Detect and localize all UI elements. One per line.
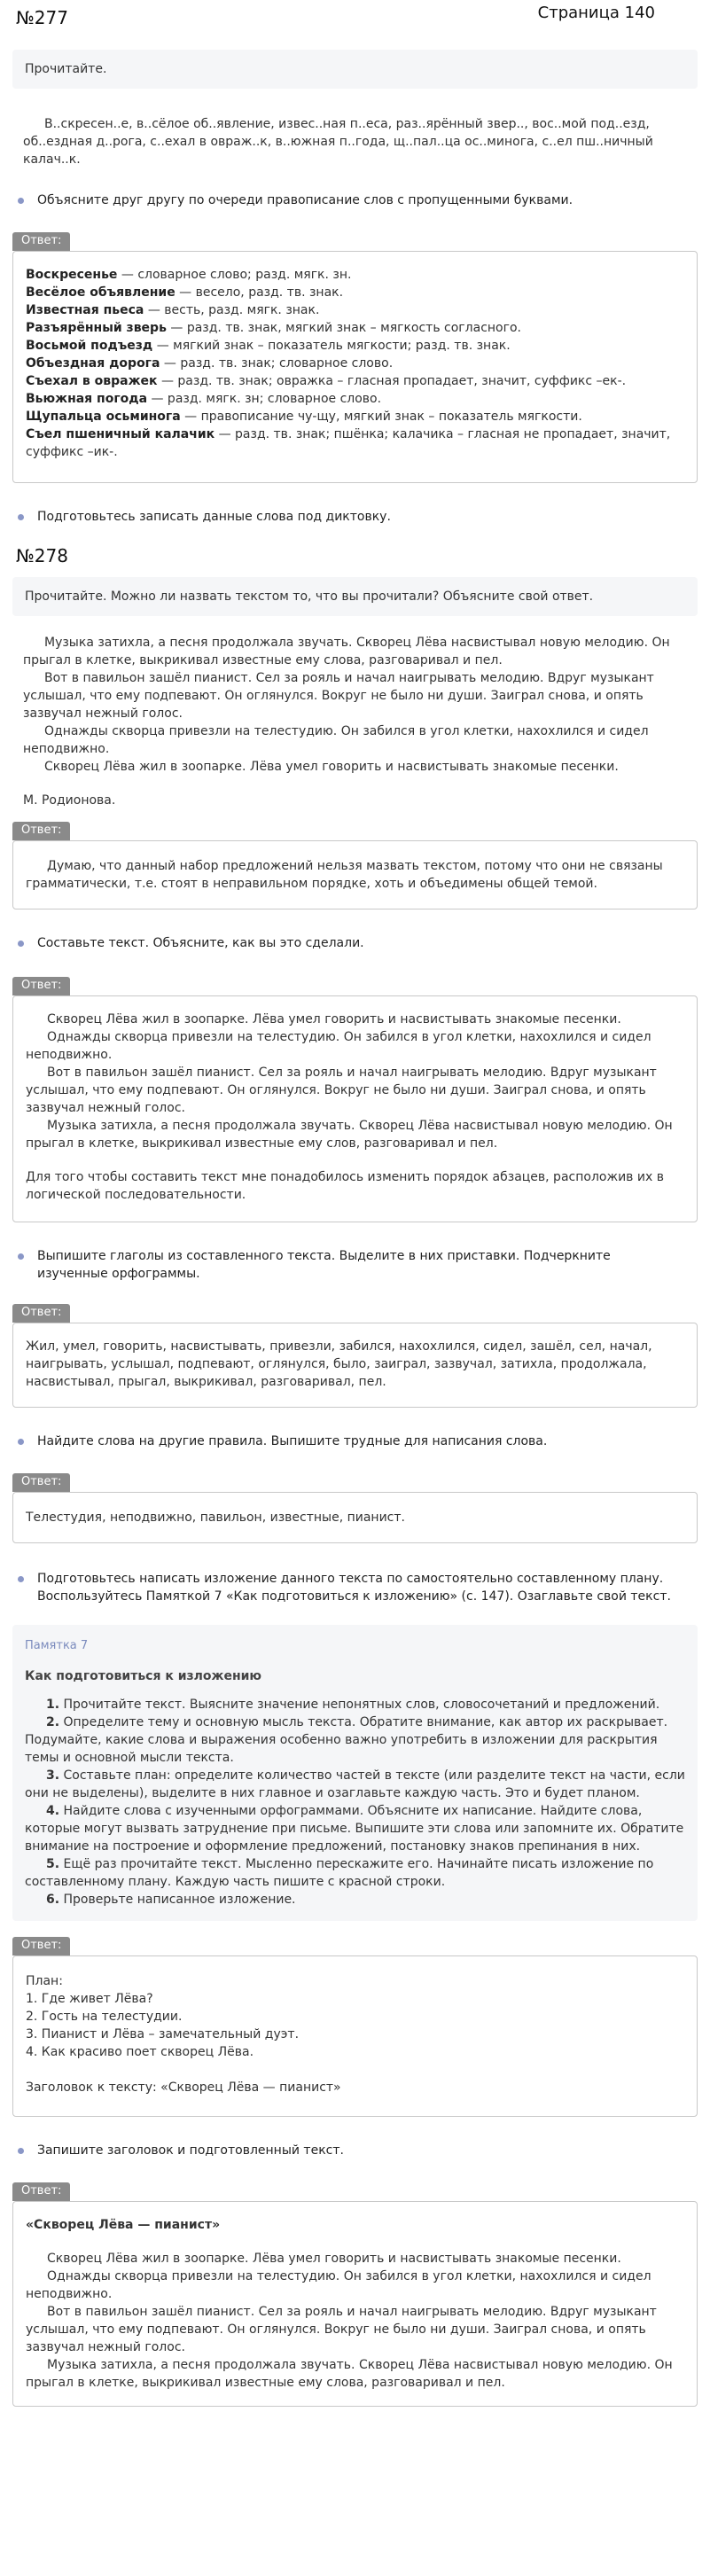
memo-item	[25, 1713, 685, 1767]
task-bullet: Объясните друг другу по очереди правописание слов с пропущенными буквами.	[0, 191, 710, 209]
memo-item-number: 5.	[46, 1857, 60, 1871]
answer-line	[26, 390, 684, 408]
composed-paragraph: Скворец Лёва жил в зоопарке. Лёва умел говорить и насвистывать знакомые песенки.	[47, 1012, 621, 1026]
answer-box	[12, 2201, 698, 2407]
answer-label: Ответ:	[12, 822, 70, 840]
memo-item	[25, 1767, 685, 1802]
plan-item: 2. Гость на телестудии.	[26, 2010, 183, 2024]
answer-line	[26, 408, 684, 425]
top-header	[0, 0, 710, 50]
page-number-label: Страница 140	[537, 4, 655, 22]
answer-label: Ответ:	[12, 1473, 70, 1492]
exercise-passage-278	[0, 616, 710, 776]
memo-item	[25, 1802, 685, 1855]
answer-label: Ответ:	[12, 977, 70, 995]
answer-explanation: — разд. тв. знак; словарное слово.	[160, 356, 394, 371]
memo-box	[12, 1625, 698, 1921]
memo-item-number: 2.	[46, 1715, 60, 1729]
memo-item-text: Ещё раз прочитайте текст. Мысленно перескажите его. Начинайте писать изложение по составленному плану. Каждую часть пишите с красной строки.	[25, 1857, 654, 1889]
task-number-277: №277	[16, 7, 68, 28]
explanation-note: Для того чтобы составить текст мне понадобилось изменить порядок абзацев, расположив их в логической последовательности.	[26, 1170, 664, 1202]
answer-block-278-4	[12, 1473, 698, 1543]
memo-item-number: 6.	[46, 1893, 60, 1907]
answer-explanation: — мягкий знак – показатель мягкости; разд. тв. знак.	[152, 339, 511, 353]
answer-box	[12, 1955, 698, 2117]
answer-term: Щупальца осьминога	[26, 410, 181, 424]
answer-explanation: — разд. тв. знак, мягкий знак – мягкость согласного.	[166, 321, 521, 335]
composed-paragraph: Однажды скворца привезли на телестудию. Он забился в угол клетки, нахохлился и сидел неподвижно.	[26, 1030, 651, 1062]
answer-block-278-plan	[12, 1937, 698, 2117]
memo-item-text: Составьте план: определите количество частей в тексте (или разделите текст на части, если они не выделены), выделите в них главное и озаглавьте каждую часть. Это и будет планом.	[25, 1768, 685, 1800]
answer-line	[26, 266, 684, 284]
answer-block-278-2	[12, 977, 698, 1222]
answer-block-278-final	[12, 2182, 698, 2407]
task-bullet: Выпишите глаголы из составленного текста. Выделите в них приставки. Подчеркните изученные орфограммы.	[0, 1247, 710, 1283]
plan-item: 4. Как красиво поет скворец Лёва.	[26, 2045, 254, 2059]
answer-term: Съел пшеничный калачик	[26, 427, 215, 441]
task-bullet: Запишите заголовок и подготовленный текст.	[0, 2142, 710, 2159]
answer-line	[26, 284, 684, 301]
answer-line	[26, 301, 684, 319]
memo-item-number: 4.	[46, 1804, 60, 1818]
passage-text: В..скресен..е, в..сёлое об..явление, извес..ная п..еса, раз..ярённый звер.., вос..мой под..езд, об..ездная д..рога, с..ехал в овраж..к, в..южная п..года, щ..пал..ца ос..минога, с..ел пш..ничный калач..к.	[23, 117, 653, 167]
instruction-box-277: Прочитайте.	[12, 50, 698, 89]
answer-term: Воскресенье	[26, 268, 118, 282]
answer-line	[26, 372, 684, 390]
author-name: М. Родионова.	[23, 793, 116, 808]
passage-paragraph: Музыка затихла, а песня продолжала звучать. Скворец Лёва насвистывал новую мелодию. Он прыгал в клетке, выкрикивал известные ему слова, разговаривал и пел.	[23, 636, 670, 667]
answer-text: Думаю, что данный набор предложений нельзя мазвать текстом, потому что они не связаны грамматически, т.е. стоят в неправильном порядке, хоть и объедимены общей темой.	[26, 859, 663, 891]
answer-explanation: — разд. тв. знак; пшёнка; калачика – гласная не пропадает, значит, суффикс –ик-.	[26, 427, 671, 459]
answer-box	[12, 1492, 698, 1543]
answer-explanation: — правописание чу-щу, мягкий знак – показатель мягкости.	[180, 410, 582, 424]
memo-item-number: 3.	[46, 1768, 60, 1783]
final-title: «Скворец Лёва — пианист»	[26, 2218, 221, 2232]
memo-subtitle: Как подготовиться к изложению	[25, 1669, 262, 1683]
answer-term: Разъярённый зверь	[26, 321, 167, 335]
answer-label: Ответ:	[12, 1937, 70, 1955]
answer-box	[12, 251, 698, 483]
difficult-words: Телестудия, неподвижно, павильон, известные, пианист.	[26, 1510, 405, 1525]
passage-paragraph: Скворец Лёва жил в зоопарке. Лёва умел говорить и насвистывать знакомые песенки.	[44, 760, 619, 774]
final-paragraph: Скворец Лёва жил в зоопарке. Лёва умел говорить и насвистывать знакомые песенки.	[47, 2252, 621, 2266]
answer-line	[26, 355, 684, 372]
answer-term: Известная пьеса	[26, 303, 144, 317]
plan-title-line: Заголовок к тексту: «Скворец Лёва — пианист»	[26, 2080, 341, 2095]
answer-term: Восьмой подъезд	[26, 339, 153, 353]
memo-item-number: 1.	[46, 1698, 60, 1712]
answer-block-278-1	[12, 822, 698, 909]
answer-term: Съехал в овражек	[26, 374, 158, 388]
author-line	[0, 776, 710, 809]
memo-item-text: Определите тему и основную мысль текста. Обратите внимание, как автор их раскрывает. Подумайте, какие слова и выражения особенно важно употребить в изложении для раскрытия темы и основной мысли текста.	[25, 1715, 668, 1765]
answer-explanation: — словарное слово; разд. мягк. зн.	[117, 268, 352, 282]
answer-explanation: — разд. мягк. зн; словарное слово.	[147, 392, 382, 406]
plan-item: 3. Пианист и Лёва – замечательный дуэт.	[26, 2027, 300, 2041]
passage-paragraph: Вот в павильон зашёл пианист. Сел за рояль и начал наигрывать мелодию. Вдруг музыкант услышал, что ему подпевают. Он оглянулся. Вокруг не было ни души. Заиграл снова, и опять зазвучал нежный голос.	[23, 671, 654, 721]
passage-paragraph: Однажды скворца привезли на телестудию. Он забился в угол клетки, нахохлился и сидел неподвижно.	[23, 724, 649, 756]
answer-term: Вьюжная погода	[26, 392, 148, 406]
memo-item-text: Проверьте написанное изложение.	[59, 1893, 296, 1907]
task-bullet: Найдите слова на другие правила. Выпишите трудные для написания слова.	[0, 1432, 710, 1450]
answer-block-278-3	[12, 1304, 698, 1408]
memo-item	[25, 1891, 685, 1909]
final-paragraph: Однажды скворца привезли на телестудию. Он забился в угол клетки, нахохлился и сидел неподвижно.	[26, 2269, 651, 2301]
answer-box	[12, 840, 698, 909]
memo-item	[25, 1696, 685, 1713]
plan-item: 1. Где живет Лёва?	[26, 1992, 153, 2006]
composed-paragraph: Музыка затихла, а песня продолжала звучать. Скворец Лёва насвистывал новую мелодию. Он прыгал в клетке, выкрикивал известные ему слов, разговаривал и пел.	[26, 1119, 673, 1151]
memo-item	[25, 1855, 685, 1891]
answer-line	[26, 425, 684, 461]
answer-block-277	[12, 232, 698, 483]
answer-term: Объездная дорога	[26, 356, 160, 371]
answer-line	[26, 337, 684, 355]
plan-heading: План:	[26, 1974, 63, 1988]
memo-item-text: Найдите слова с изученными орфограммами. Объясните их написание. Найдите слова, которые могут вызвать затруднение при письме. Выпишите эти слова или запомните их. Обратите внимание на построение и оформление предложений, постановку знаков препинания в них.	[25, 1804, 684, 1854]
memo-item-text: Прочитайте текст. Выясните значение непонятных слов, словосочетаний и предложений.	[59, 1698, 660, 1712]
task-bullet: Составьте текст. Объясните, как вы это сделали.	[0, 934, 710, 952]
composed-paragraph: Вот в павильон зашёл пианист. Сел за рояль и начал наигрывать мелодию. Вдруг музыкант услышал, что ему подпевают. Он оглянулся. Вокруг не было ни души. Заиграл снова, и опять зазвучал нежный голос.	[26, 1066, 657, 1115]
answer-label: Ответ:	[12, 2182, 70, 2201]
instruction-box-278: Прочитайте. Можно ли назвать текстом то, что вы прочитали? Объясните свой ответ.	[12, 577, 698, 616]
verbs-list: Жил, умел, говорить, насвистывать, привезли, забился, нахохлился, сидел, зашёл, сел, начал, наигрывать, услышал, подпевают, оглянулся, было, заиграл, зазвучал, затихла, продолжала, насвистывал, прыгал, выкрикивал, разговаривал, пел.	[26, 1339, 652, 1389]
task-bullet: Подготовьтесь записать данные слова под диктовку.	[0, 508, 710, 526]
answer-explanation: — весть, разд. мягк. знак.	[144, 303, 320, 317]
answer-line	[26, 319, 684, 337]
memo-title: Памятка 7	[25, 1639, 89, 1652]
answer-label: Ответ:	[12, 232, 70, 251]
task-bullet: Подготовьтесь написать изложение данного текста по самостоятельно составленному плану. Воспользуйтесь Памяткой 7 «Как подготовиться к изложению» (с. 147). Озаглавьте свой текст.	[0, 1570, 710, 1605]
answer-term: Весёлое объявление	[26, 285, 176, 300]
final-paragraph: Музыка затихла, а песня продолжала звучать. Скворец Лёва насвистывал новую мелодию. Он прыгал в клетке, выкрикивал известные ему слова, разговаривал и пел.	[26, 2358, 673, 2390]
answer-box	[12, 1323, 698, 1408]
answer-box	[12, 995, 698, 1222]
answer-label: Ответ:	[12, 1304, 70, 1323]
task-number-278: №278	[16, 545, 68, 566]
exercise-passage-277	[0, 89, 710, 168]
answer-explanation: — весело, разд. тв. знак.	[175, 285, 344, 300]
memo-items	[25, 1696, 685, 1909]
answer-explanation: — разд. тв. знак; овражка – гласная пропадает, значит, суффикс –ек-.	[157, 374, 627, 388]
final-paragraph: Вот в павильон зашёл пианист. Сел за рояль и начал наигрывать мелодию. Вдруг музыкант услышал, что ему подпевают. Он оглянулся. Вокруг не было ни души. Заиграл снова, и опять зазвучал нежный голос.	[26, 2305, 657, 2354]
